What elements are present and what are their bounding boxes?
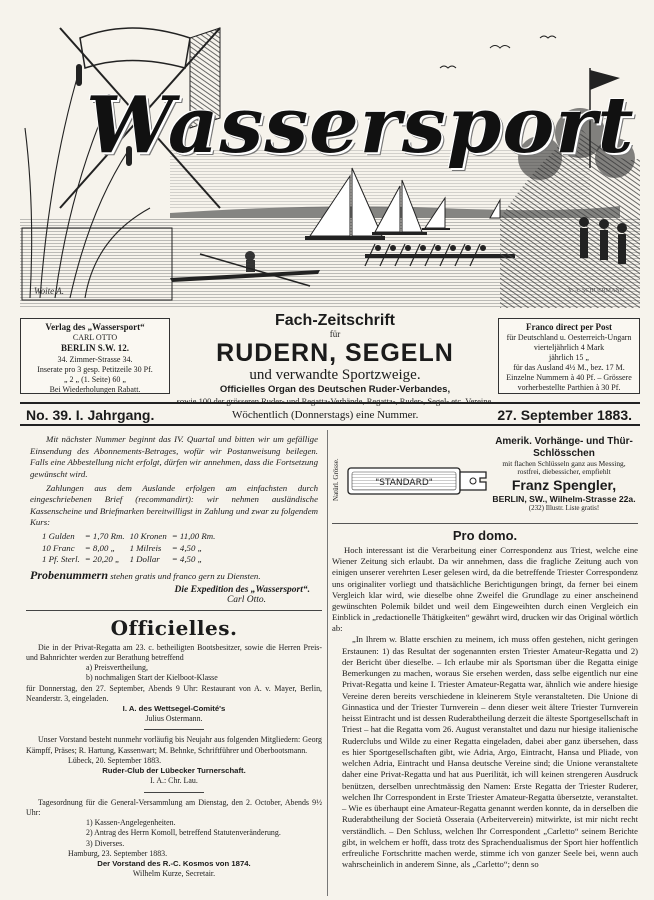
masthead-illustration <box>20 8 640 308</box>
rate-cell: 1 Gulden <box>42 531 75 542</box>
article-paragraph: Hoch interessant ist die Verarbeitung einer Correspondenz aus Triest, welche eine Wiener Zeitung sich erlaubt. Da wir annehmen, dass die fragliche Zeitung auch von einigen unserer verehrten Leser gelesen wird, da die betreffende Triester Correspondenz uns originaliter vorliegt und thatsächliche Berichtigungen bringt, da ferner bei einem Vergleich klar wird, wie dieselbe ohne Zweifel die Grundlage zu einer anscheinend gewünschten Polemik bildet und weil dem Eingeweihten durch einen Vergleich ein Einblick in „redactionelle Thätigkeiten“ gewährt wird, drucken wir das Original wörtlich ab: <box>332 545 638 634</box>
signature-line: Der Vorstand des R.-C. Kosmos von 1874. <box>97 859 251 869</box>
sample-copies-notice <box>26 566 322 585</box>
sample-copies-bold: Probenummern <box>30 567 109 582</box>
publisher-line: Verlag des „Wassersport“ <box>45 322 145 332</box>
list-item: b) nochmaligen Start der Kielboot-Klasse <box>86 673 218 683</box>
official-organ: Officielles Organ des Deutschen Ruder-Verbandes, <box>219 384 451 396</box>
rate-cell: = 1,70 Rm. <box>84 531 125 542</box>
signature-line: I. A. des Wettsegel-Comité's <box>122 704 226 714</box>
notice-paragraph: für Donnerstag, den 27. September, Abends 9 Uhr: Restaurant von A. v. Mayer, Berlin, Neanderstr. 3, eingeladen. <box>26 683 322 703</box>
engraver-signature: X. A. SCHUERMANN <box>567 288 624 294</box>
section-title-officielles: Officielles. <box>110 615 238 640</box>
ad-rate-line-2: „ 2 „ (1. Seite) 60 „ <box>64 374 126 384</box>
journal-type: Fach-Zeitschrift <box>274 312 395 329</box>
journal-subject: RUDERN, SEGELN <box>216 338 454 367</box>
ad-description: mit flachen Schlüsseln ganz aus Messing, <box>502 458 626 468</box>
masthead-title: Wassersport <box>86 80 635 171</box>
notice-paragraph: Tagesordnung für die General-Versammlung am Dienstag, den 2. October, Abends 9½ Uhr: <box>26 797 322 817</box>
list-item: 2) Antrag des Herrn Komoll, betreffend Statutenveränderung. <box>86 828 281 838</box>
issue-date: 27. September 1883. <box>497 407 632 423</box>
ad-address: BERLIN, SW., Wilhelm-Strasse 22a. <box>492 493 636 504</box>
sample-copies-text: stehen gratis und franco gern zu Diensten. <box>108 570 261 581</box>
price-line: Einzelne Nummern à 40 Pf. – Grössere <box>506 373 632 383</box>
issue-number: No. 39. I. Jahrgang. <box>26 407 155 423</box>
divider <box>26 610 322 611</box>
rate-cell: = 11,00 Rm. <box>171 531 216 542</box>
key-icon <box>346 458 488 506</box>
place-date: Lübeck, 20. September 1883. <box>68 755 162 765</box>
center-header <box>176 312 494 406</box>
ad-copy <box>490 436 638 512</box>
signature-name: Wilhelm Kurze, Secretair. <box>132 869 216 879</box>
rate-cell: 1 Pf. Sterl. <box>42 554 80 565</box>
table-row <box>42 543 220 554</box>
rate-cell: 10 Franc <box>42 542 75 553</box>
subscription-notice: Mit nächster Nummer beginnt das IV. Quartal und bitten wir um gefällige Einsendung des Abonnements-Betrages, wofür wir Postanweisung beilegen. Falls eine Abbestellung nicht erfolgt, dürfen wir annehmen, dass die Fortsetzung gewünscht wird. <box>30 434 318 479</box>
journal-for: für <box>329 329 341 339</box>
price-title: Franco direct per Post <box>526 322 612 332</box>
right-column <box>332 432 638 871</box>
place-date: Hamburg, 23. September 1883. <box>68 848 168 858</box>
price-line: vorherbestellte Parthien à 30 Pf. <box>517 383 621 393</box>
ad-headline-2: Schlösschen <box>533 447 595 459</box>
discount-line: Bei Wiederholungen Rabatt. <box>49 384 141 394</box>
rates-table <box>42 531 220 565</box>
issue-bar <box>20 402 640 426</box>
notice-paragraph: Die in der Privat-Regatta am 23. c. betheiligten Bootsbesitzer, sowie die Herren Preis- und Bahnrichter werden zur Berathung betreffend <box>26 642 322 662</box>
price-line: für Deutschland u. Oesterreich-Ungarn <box>506 333 632 343</box>
publisher-box <box>20 318 170 394</box>
publisher-street: 34. Zimmer-Strasse 34. <box>57 354 133 364</box>
ad-description-2: rostfrei, diebessicher, empfiehlt <box>517 467 611 477</box>
publisher-name: CARL OTTO <box>72 333 118 343</box>
rate-cell: = 8,00 „ <box>84 542 116 553</box>
price-box <box>498 318 640 394</box>
rate-cell: 1 Dollar <box>129 554 160 565</box>
exchange-rates <box>42 531 322 565</box>
article-quote: „In Ihrem w. Blatte erschien zu meinem, ich muss offen gestehen, nicht geringen Erstaunen: 1) das Resultat der sogenannten ersten Triester Amateur-Regatta und 2) der Bericht über dieselbe. – Ich erlaube mir als Sportsman über die Regatta einige Bemerkungen zu machen, woraus Sie ersehen werden, dass selbe eigentlich nur eine Privat-Regatta und keine I. Triester Amateur-Regatta war, ähnlich wie andere hiesige Vereine deren bereits verschiedene in kleinerem Style veranstalteten. Die Unione di Ginnastica und der Triester Turnverein – denn dieser weit ältere Triester Turnverein heisst Eintracht und ist dessen Ruderabtheilung derzeit die älteste Sportgesellschaft in Triest – hat die Regatta vom 26. August veranstaltet und dazu nur hiesige italienische Ruderclubs und Wilde zu einer Regatta eingeladen, dabei aber ganz übersehen, dass es hier Sportgesellschaften gibt, wie Adria, Argo, Eintracht, Hansa und Pliade, von welchen Adria, Eintracht und Hansa deutsche Vereine sind; die Unione veranstaltete daher eine Privat-Regatta und hat aus Puerilität, ich will keinen strengeren Ausdruck benützen, derselben unrechtmässig den Namen: Erste Regatta der Triester Ruderer, welchen Ihr Correspondent in Erste Triester Amateur-Regatta übersetzte, veranstaltet. – Wie es überhaupt eine Amateur-Regatta genannt werden konnte, da in derselben die Ruderabtheilung der Società Osseraia (Arbeiterverein) mitwirkte, ist mir nicht recht verständlich. – Den Schluss, welchen Ihr Correspondent „Carletto“ seinem Berichte gibt, in welchem er hofft, dass trotz des Sprachendualismus der Sport hier hoffentlich erfreuliche Fortschritte machen werde, stimme ich von ganzer Seele bei, wenn auch wahrscheinlich in anderem Sinne, als „Carletto“; denn so <box>342 634 638 870</box>
expedition-signature: Die Expedition des „Wassersport“. <box>174 584 310 595</box>
rate-cell: = 20,20 „ <box>84 554 120 565</box>
table-row <box>42 554 220 565</box>
section-title-pro-domo: Pro domo. <box>452 528 518 543</box>
issue-frequency: Wöchentlich (Donnerstags) eine Nummer. <box>232 409 419 421</box>
ad-footer: (232) Illustr. Liste gratis! <box>528 503 600 512</box>
rate-cell: 1 Milreis <box>129 542 162 553</box>
divider <box>144 792 204 793</box>
notice-paragraph: Unser Vorstand besteht nunmehr vorläufig bis Neujahr aus folgenden Mitgliedern: Georg Kämpff, Präses; R. Hartung, Kassenwart; M. Behnke, Schriftführer und Oberbootsmann. <box>26 735 322 755</box>
left-column <box>26 432 322 879</box>
publisher-signature: Carl Otto. <box>226 594 266 605</box>
artist-signature: Woite A. <box>34 286 65 296</box>
list-item: 1) Kassen-Angelegenheiten. <box>86 818 176 828</box>
ad-rate-line: Inserate pro 3 gesp. Petitzeile 30 Pf. <box>37 364 153 374</box>
header-info-row <box>20 312 640 406</box>
list-item: a) Preisvertheilung, <box>86 663 148 673</box>
list-item: 3) Diverses. <box>86 838 125 848</box>
journal-subtitle: und verwandte Sportzweige. <box>249 367 421 384</box>
signature-line: Ruder-Club der Lübecker Turnerschaft. <box>102 766 246 776</box>
key-label: "STANDARD" <box>375 478 433 488</box>
rate-cell: 10 Kronen <box>129 531 167 542</box>
payment-notice: Zahlungen aus dem Auslande erfolgen am einfachsten durch eingeschriebenen Brief (recommandirt): wir nehmen ausländische Kassenscheine und Briefmarken bereitwilligst in Zahlung und zwar zu folgendem Kurs: <box>30 482 318 528</box>
signature-name: Julius Ostermann. <box>145 714 203 724</box>
column-divider <box>327 430 328 896</box>
rate-cell: = 4,50 „ <box>171 554 203 565</box>
publisher-city: BERLIN S.W. 12. <box>61 343 129 354</box>
signature-name: I. A.: Chr. Lau. <box>150 776 198 786</box>
price-line: für das Ausland 4½ M., bez. 17 M. <box>513 363 625 373</box>
table-row <box>42 531 220 542</box>
price-line: vierteljährlich 4 Mark <box>533 343 605 353</box>
ad-company: Franz Spengler, <box>511 477 617 494</box>
affiliated-clubs: sowie 100 der grösseren Ruder- und Regatta-Verbände, Regatta-, Ruder-, Segel- etc. Vereine. <box>176 395 494 406</box>
rate-cell: = 4,50 „ <box>171 542 203 553</box>
divider <box>144 729 204 730</box>
ad-headline: Amerik. Vorhänge- und Thür- <box>495 436 633 447</box>
price-line: jährlich 15 „ <box>549 353 589 363</box>
ad-size-note: Natürl. Grösse. <box>332 458 340 502</box>
lock-advertisement <box>332 432 638 524</box>
